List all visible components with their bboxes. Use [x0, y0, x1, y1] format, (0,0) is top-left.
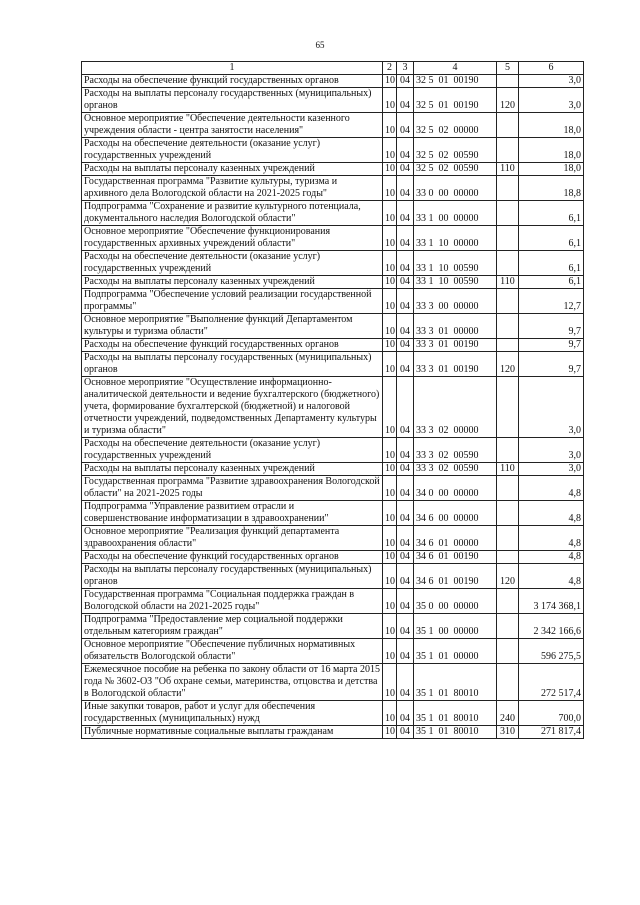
- row-amount: 12,7: [519, 289, 584, 314]
- row-section: 10: [383, 589, 397, 614]
- row-amount: 6,1: [519, 251, 584, 276]
- row-expense-type: [497, 639, 519, 664]
- page-number: 65: [315, 40, 325, 50]
- row-section: 10: [383, 476, 397, 501]
- row-expense-type: [497, 138, 519, 163]
- header-cell-expense-type: 5: [497, 62, 519, 75]
- row-amount: 3,0: [519, 463, 584, 476]
- table-row: [82, 476, 584, 501]
- row-amount: 6,1: [519, 201, 584, 226]
- row-name: Расходы на выплаты персоналу государственных (муниципальных) органов: [82, 564, 383, 589]
- row-name: Государственная программа "Развитие здравоохранения Вологодской области" на 2021-2025 годы: [82, 476, 383, 501]
- row-amount: 271 817,4: [519, 726, 584, 739]
- row-amount: 9,7: [519, 352, 584, 377]
- row-name: Расходы на выплаты персоналу казенных учреждений: [82, 163, 383, 176]
- row-amount: 272 517,4: [519, 664, 584, 701]
- row-name: Расходы на выплаты персоналу казенных учреждений: [82, 276, 383, 289]
- row-subsection: 04: [397, 476, 414, 501]
- row-name: Расходы на обеспечение деятельности (оказание услуг) государственных учреждений: [82, 251, 383, 276]
- row-amount: 18,8: [519, 176, 584, 201]
- row-expense-type: 120: [497, 88, 519, 113]
- row-section: 10: [383, 88, 397, 113]
- row-target-article: 33 3 01 00190: [414, 352, 497, 377]
- row-expense-type: [497, 339, 519, 352]
- row-target-article: 35 1 01 00000: [414, 639, 497, 664]
- row-section: 10: [383, 438, 397, 463]
- row-section: 10: [383, 138, 397, 163]
- row-subsection: 04: [397, 289, 414, 314]
- row-subsection: 04: [397, 352, 414, 377]
- row-section: 10: [383, 526, 397, 551]
- row-name: Подпрограмма "Обеспечение условий реализации государственной программы": [82, 289, 383, 314]
- row-subsection: 04: [397, 438, 414, 463]
- row-section: 10: [383, 251, 397, 276]
- table-row: [82, 701, 584, 726]
- row-target-article: 34 6 01 00190: [414, 551, 497, 564]
- row-subsection: 04: [397, 113, 414, 138]
- table-row: [82, 564, 584, 589]
- table-row: [82, 438, 584, 463]
- row-name: Основное мероприятие "Обеспечение деятельности казенного учреждения области - центра занятости населения": [82, 113, 383, 138]
- table-row: [82, 276, 584, 289]
- row-expense-type: [497, 501, 519, 526]
- row-expense-type: 110: [497, 463, 519, 476]
- row-subsection: 04: [397, 526, 414, 551]
- row-name: Публичные нормативные социальные выплаты гражданам: [82, 726, 383, 739]
- row-subsection: 04: [397, 551, 414, 564]
- row-amount: 3,0: [519, 438, 584, 463]
- row-amount: 4,8: [519, 501, 584, 526]
- header-cell-amount: 6: [519, 62, 584, 75]
- row-amount: 4,8: [519, 564, 584, 589]
- table-row: [82, 113, 584, 138]
- table-row: [82, 201, 584, 226]
- row-amount: 2 342 166,6: [519, 614, 584, 639]
- table-row: [82, 463, 584, 476]
- row-target-article: 33 1 10 00590: [414, 251, 497, 276]
- row-amount: 700,0: [519, 701, 584, 726]
- row-section: 10: [383, 701, 397, 726]
- row-subsection: 04: [397, 163, 414, 176]
- table-row: [82, 176, 584, 201]
- row-amount: 3 174 368,1: [519, 589, 584, 614]
- row-expense-type: [497, 176, 519, 201]
- row-subsection: 04: [397, 176, 414, 201]
- row-expense-type: [497, 314, 519, 339]
- row-subsection: 04: [397, 88, 414, 113]
- row-target-article: 34 0 00 00000: [414, 476, 497, 501]
- row-name: Расходы на обеспечение функций государственных органов: [82, 339, 383, 352]
- row-expense-type: [497, 226, 519, 251]
- row-amount: 9,7: [519, 314, 584, 339]
- row-amount: 596 275,5: [519, 639, 584, 664]
- row-amount: 6,1: [519, 276, 584, 289]
- row-name: Расходы на обеспечение деятельности (оказание услуг) государственных учреждений: [82, 138, 383, 163]
- row-expense-type: [497, 113, 519, 138]
- row-amount: 3,0: [519, 88, 584, 113]
- row-amount: 4,8: [519, 476, 584, 501]
- row-amount: 4,8: [519, 551, 584, 564]
- row-section: 10: [383, 201, 397, 226]
- row-name: Расходы на обеспечение функций государственных органов: [82, 551, 383, 564]
- row-name: Государственная программа "Развитие культуры, туризма и архивного дела Вологодской области на 2021-2025 годы": [82, 176, 383, 201]
- row-expense-type: 240: [497, 701, 519, 726]
- header-cell-target-article: 4: [414, 62, 497, 75]
- row-section: 10: [383, 614, 397, 639]
- row-target-article: 32 5 01 00190: [414, 88, 497, 113]
- row-subsection: 04: [397, 314, 414, 339]
- row-expense-type: [497, 289, 519, 314]
- row-section: 10: [383, 339, 397, 352]
- row-amount: 18,0: [519, 163, 584, 176]
- row-target-article: 34 6 01 00000: [414, 526, 497, 551]
- row-name: Основное мероприятие "Выполнение функций Департаментом культуры и туризма области": [82, 314, 383, 339]
- row-subsection: 04: [397, 614, 414, 639]
- row-expense-type: [497, 589, 519, 614]
- table-row: [82, 501, 584, 526]
- row-target-article: 33 1 10 00000: [414, 226, 497, 251]
- table-row: [82, 75, 584, 88]
- row-expense-type: [497, 664, 519, 701]
- row-subsection: 04: [397, 75, 414, 88]
- table-row: [82, 251, 584, 276]
- row-target-article: 33 3 02 00590: [414, 438, 497, 463]
- row-target-article: 35 1 01 80010: [414, 664, 497, 701]
- table-row: [82, 163, 584, 176]
- table-row: [82, 339, 584, 352]
- header-cell-name: 1: [82, 62, 383, 75]
- row-subsection: 04: [397, 726, 414, 739]
- row-target-article: 33 3 01 00190: [414, 339, 497, 352]
- row-subsection: 04: [397, 276, 414, 289]
- row-target-article: 35 1 01 80010: [414, 701, 497, 726]
- row-expense-type: 120: [497, 352, 519, 377]
- row-amount: 6,1: [519, 226, 584, 251]
- row-expense-type: [497, 377, 519, 438]
- row-subsection: 04: [397, 701, 414, 726]
- row-section: 10: [383, 176, 397, 201]
- table-row: [82, 226, 584, 251]
- row-section: 10: [383, 726, 397, 739]
- row-section: 10: [383, 377, 397, 438]
- table-row: [82, 289, 584, 314]
- table-row: [82, 88, 584, 113]
- row-target-article: 32 5 01 00190: [414, 75, 497, 88]
- row-name: Подпрограмма "Управление развитием отрасли и совершенствование информатизации в здравоохранении": [82, 501, 383, 526]
- row-name: Подпрограмма "Предоставление мер социальной поддержки отдельным категориям граждан": [82, 614, 383, 639]
- row-name: Расходы на выплаты персоналу казенных учреждений: [82, 463, 383, 476]
- table-row: [82, 138, 584, 163]
- row-expense-type: 120: [497, 564, 519, 589]
- row-target-article: 35 0 00 00000: [414, 589, 497, 614]
- budget-table: [81, 61, 584, 739]
- row-amount: 18,0: [519, 138, 584, 163]
- header-cell-subsection: 3: [397, 62, 414, 75]
- row-name: Основное мероприятие "Обеспечение функционирования государственных архивных учреждений области": [82, 226, 383, 251]
- row-section: 10: [383, 314, 397, 339]
- row-expense-type: [497, 251, 519, 276]
- row-subsection: 04: [397, 664, 414, 701]
- row-subsection: 04: [397, 226, 414, 251]
- row-target-article: 33 1 10 00590: [414, 276, 497, 289]
- row-subsection: 04: [397, 463, 414, 476]
- row-subsection: 04: [397, 251, 414, 276]
- row-name: Расходы на выплаты персоналу государственных (муниципальных) органов: [82, 88, 383, 113]
- row-section: 10: [383, 551, 397, 564]
- row-amount: 3,0: [519, 75, 584, 88]
- row-target-article: 32 5 02 00590: [414, 138, 497, 163]
- row-section: 10: [383, 501, 397, 526]
- row-target-article: 35 1 01 80010: [414, 726, 497, 739]
- table-row: [82, 589, 584, 614]
- row-expense-type: 110: [497, 163, 519, 176]
- row-name: Подпрограмма "Сохранение и развитие культурного потенциала, документального наследия Вологодской области": [82, 201, 383, 226]
- header-cell-section: 2: [383, 62, 397, 75]
- row-expense-type: [497, 201, 519, 226]
- table-row: [82, 551, 584, 564]
- table-row: [82, 526, 584, 551]
- row-subsection: 04: [397, 138, 414, 163]
- row-expense-type: [497, 438, 519, 463]
- row-subsection: 04: [397, 201, 414, 226]
- row-target-article: 34 6 01 00190: [414, 564, 497, 589]
- row-section: 10: [383, 664, 397, 701]
- row-target-article: 33 3 02 00000: [414, 377, 497, 438]
- row-expense-type: 310: [497, 726, 519, 739]
- row-target-article: 33 3 02 00590: [414, 463, 497, 476]
- row-amount: 18,0: [519, 113, 584, 138]
- row-expense-type: [497, 75, 519, 88]
- row-expense-type: [497, 551, 519, 564]
- row-subsection: 04: [397, 564, 414, 589]
- table-header-row: [82, 62, 584, 75]
- table-row: [82, 314, 584, 339]
- table-row: [82, 377, 584, 438]
- row-target-article: 33 0 00 00000: [414, 176, 497, 201]
- row-name: Расходы на выплаты персоналу государственных (муниципальных) органов: [82, 352, 383, 377]
- row-section: 10: [383, 75, 397, 88]
- row-expense-type: [497, 476, 519, 501]
- row-amount: 4,8: [519, 526, 584, 551]
- row-target-article: 34 6 00 00000: [414, 501, 497, 526]
- row-name: Основное мероприятие "Осуществление информационно-аналитической деятельности и ведение бухгалтерского (бюджетного) учета, формирование бухгалтерской (бюджетной) и налоговой отчетности учреждений, подведомственных Департаменту культуры и туризма области": [82, 377, 383, 438]
- table-row: [82, 614, 584, 639]
- row-target-article: 33 3 00 00000: [414, 289, 497, 314]
- table-row: [82, 664, 584, 701]
- row-expense-type: 110: [497, 276, 519, 289]
- row-subsection: 04: [397, 501, 414, 526]
- row-expense-type: [497, 526, 519, 551]
- row-amount: 3,0: [519, 377, 584, 438]
- row-subsection: 04: [397, 639, 414, 664]
- row-section: 10: [383, 463, 397, 476]
- table-row: [82, 352, 584, 377]
- row-name: Основное мероприятие "Реализация функций департамента здравоохранения области": [82, 526, 383, 551]
- row-target-article: 35 1 00 00000: [414, 614, 497, 639]
- row-section: 10: [383, 289, 397, 314]
- row-section: 10: [383, 226, 397, 251]
- row-name: Расходы на обеспечение деятельности (оказание услуг) государственных учреждений: [82, 438, 383, 463]
- row-name: Ежемесячное пособие на ребенка по закону области от 16 марта 2015 года № 3602-ОЗ "Об охране семьи, материнства, отцовства и детства в Вологодской области": [82, 664, 383, 701]
- row-name: Основное мероприятие "Обеспечение публичных нормативных обязательств Вологодской области": [82, 639, 383, 664]
- row-section: 10: [383, 163, 397, 176]
- row-subsection: 04: [397, 339, 414, 352]
- row-subsection: 04: [397, 377, 414, 438]
- row-section: 10: [383, 564, 397, 589]
- row-amount: 9,7: [519, 339, 584, 352]
- row-target-article: 33 3 01 00000: [414, 314, 497, 339]
- row-expense-type: [497, 614, 519, 639]
- row-section: 10: [383, 276, 397, 289]
- row-target-article: 32 5 02 00000: [414, 113, 497, 138]
- table-row: [82, 639, 584, 664]
- row-section: 10: [383, 639, 397, 664]
- row-name: Иные закупки товаров, работ и услуг для обеспечения государственных (муниципальных) нужд: [82, 701, 383, 726]
- table-row: [82, 726, 584, 739]
- row-subsection: 04: [397, 589, 414, 614]
- row-target-article: 33 1 00 00000: [414, 201, 497, 226]
- row-section: 10: [383, 113, 397, 138]
- row-target-article: 32 5 02 00590: [414, 163, 497, 176]
- row-name: Расходы на обеспечение функций государственных органов: [82, 75, 383, 88]
- row-name: Государственная программа "Социальная поддержка граждан в Вологодской области на 2021-2025 годы": [82, 589, 383, 614]
- row-section: 10: [383, 352, 397, 377]
